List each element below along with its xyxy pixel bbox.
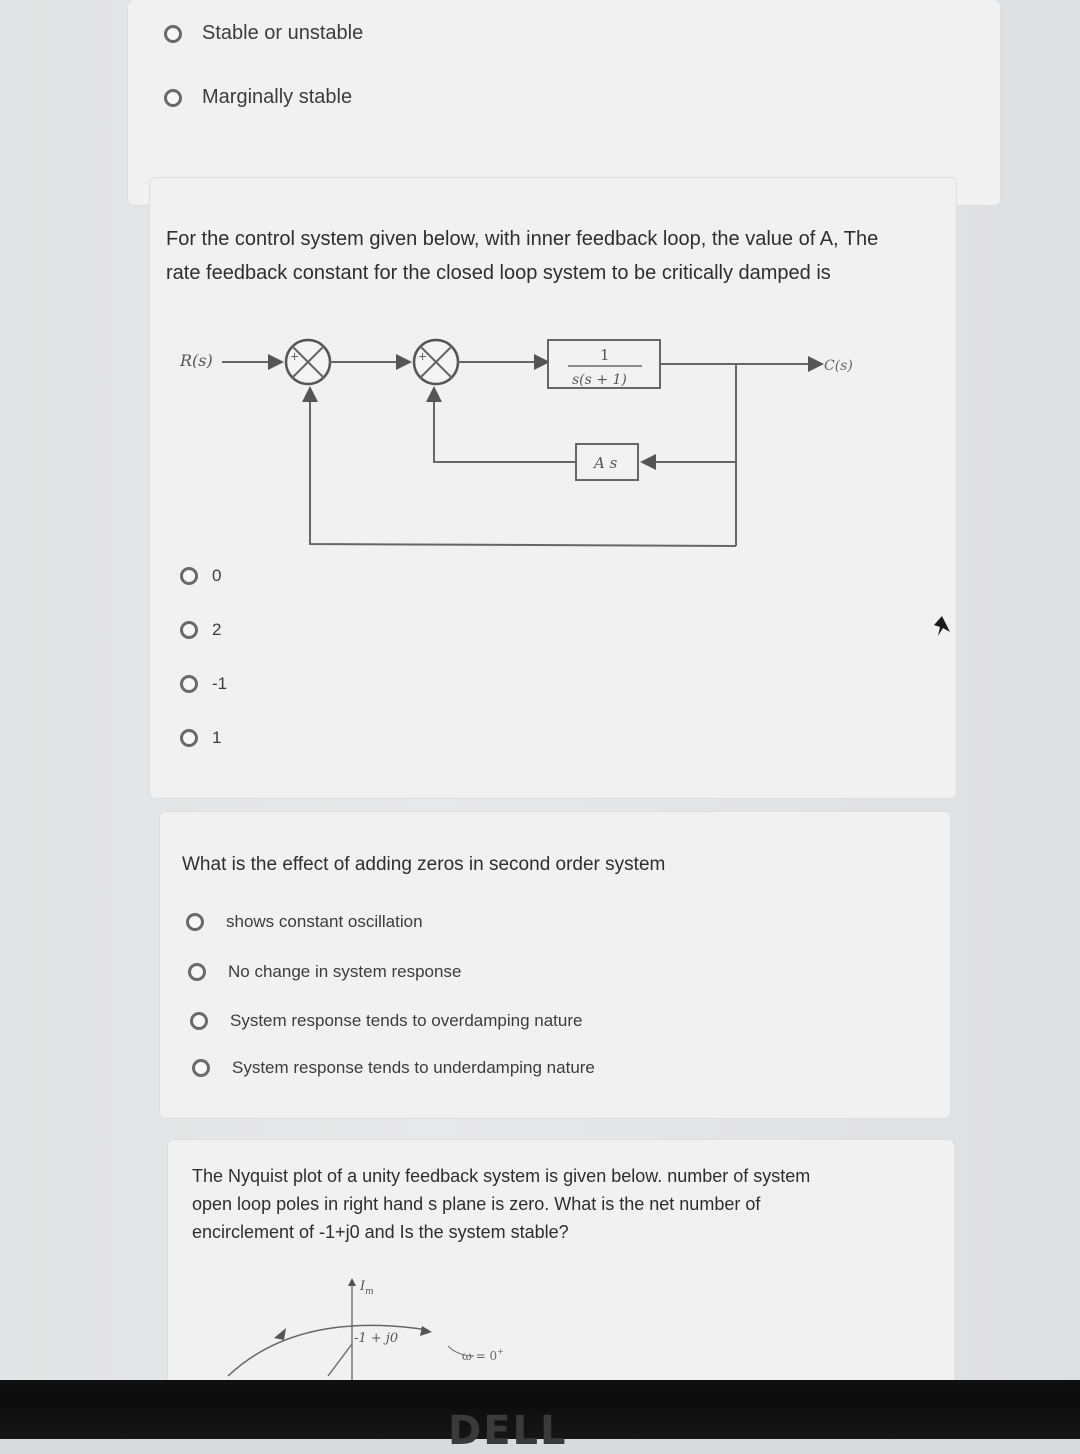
contour-arrow-2 [420, 1326, 432, 1336]
option-label: No change in system response [228, 962, 462, 981]
option-neg-1[interactable] [180, 674, 227, 694]
option-marginally-stable[interactable] [164, 86, 352, 109]
plant-numerator: 1 [600, 346, 610, 364]
radio-button[interactable] [180, 621, 198, 639]
axis-arrow [348, 1278, 356, 1286]
rate-feedback-label: A s [594, 454, 618, 472]
critical-point-label: -1 + j0 [354, 1331, 399, 1346]
radio-button[interactable] [190, 1012, 208, 1030]
output-label: C(s) [824, 358, 853, 374]
sum-sign-plus: + [290, 350, 300, 363]
option-label: 0 [212, 566, 222, 585]
option-constant-oscillation[interactable] [186, 912, 423, 932]
option-label: System response tends to underdamping nature [232, 1058, 595, 1077]
sum-sign-plus: + [418, 350, 428, 363]
option-label: 1 [212, 728, 222, 747]
question-card-previous [128, 0, 1000, 205]
option-label: 2 [212, 620, 222, 639]
option-0[interactable] [180, 566, 221, 586]
summing-junction-inner [414, 340, 458, 384]
option-1[interactable] [180, 728, 221, 748]
option-label: shows constant oscillation [226, 912, 423, 931]
rate-feedback-block [576, 444, 638, 480]
radio-button[interactable] [188, 963, 206, 981]
radio-button[interactable] [180, 567, 198, 585]
input-label: R(s) [180, 351, 213, 370]
option-label: System response tends to overdamping nature [230, 1011, 583, 1030]
radio-button[interactable] [186, 913, 204, 931]
option-label: Marginally stable [202, 86, 353, 108]
question-text: What is the effect of adding zeros in second order system [182, 854, 666, 875]
question-card-adding-zeros [160, 812, 950, 1118]
radio-button[interactable] [180, 729, 198, 747]
question-text-line-1: The Nyquist plot of a unity feedback system is given below. number of system [192, 1166, 811, 1186]
radio-button[interactable] [164, 25, 182, 43]
question-card-nyquist [168, 1140, 954, 1380]
outer-feedback-return [310, 388, 736, 546]
block-diagram [172, 336, 892, 566]
monitor-brand-logo: DELL [448, 1408, 568, 1454]
summing-junction-outer [286, 340, 330, 384]
question-text-line-2: open loop poles in right hand s plane is zero. What is the net number of [192, 1194, 761, 1214]
option-label: Stable or unstable [202, 22, 364, 44]
radio-button[interactable] [180, 675, 198, 693]
question-card-critical-damping [150, 178, 956, 798]
option-stable-or-unstable[interactable] [164, 22, 363, 45]
mouse-cursor-icon [934, 616, 950, 636]
inner-feedback-return [434, 388, 576, 462]
radio-button[interactable] [164, 89, 182, 107]
omega-label: ω = 0+ [462, 1347, 504, 1363]
contour-arrow [274, 1328, 286, 1340]
radio-button[interactable] [192, 1059, 210, 1077]
plant-denominator: s(s + 1) [572, 372, 627, 388]
question-text-line-2: rate feedback constant for the closed loop system to be critically damped is [166, 262, 831, 284]
critical-point-line [328, 1344, 352, 1376]
nyquist-plot [218, 1270, 638, 1380]
option-overdamping[interactable] [190, 1011, 582, 1031]
option-no-change[interactable] [188, 962, 461, 982]
option-2[interactable] [180, 620, 221, 640]
imaginary-axis-label: $I_m$ [360, 1279, 374, 1297]
question-text-line-1: For the control system given below, with inner feedback loop, the value of A, The [166, 228, 879, 250]
option-label: -1 [212, 674, 228, 693]
option-underdamping[interactable] [192, 1058, 595, 1078]
plant-block [548, 340, 660, 388]
question-text-line-3: encirclement of -1+j0 and Is the system stable? [192, 1222, 569, 1242]
